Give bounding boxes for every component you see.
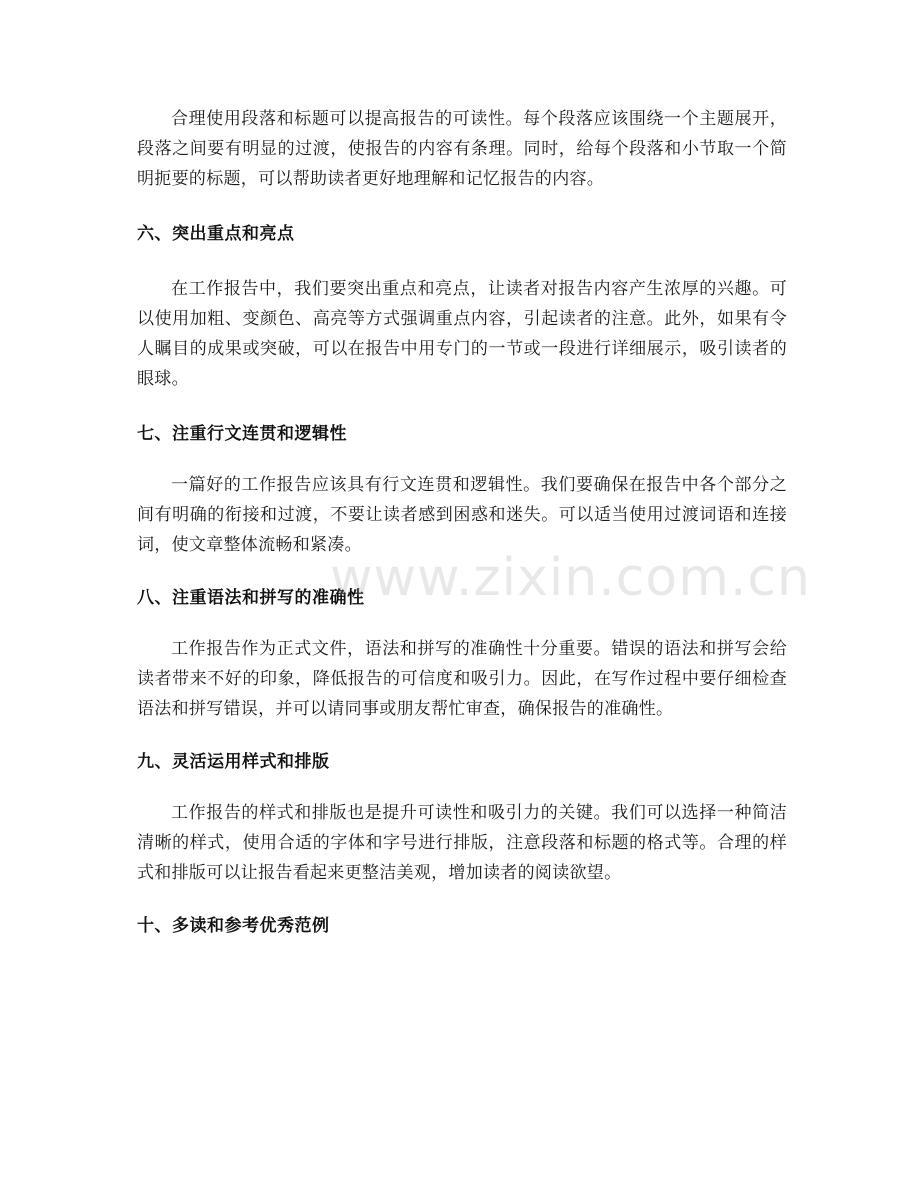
paragraph-grammar: 工作报告作为正式文件，语法和拼写的准确性十分重要。错误的语法和拼写会给读者带来不好的印象，降低报告的可信度和吸引力。因此，在写作过程中要仔细检查语法和拼写错误，并可以请同事或朋友帮忙审查，确保报告的准确性。 xyxy=(137,639,787,719)
paragraph-highlights: 在工作报告中，我们要突出重点和亮点，让读者对报告内容产生浓厚的兴趣。可以使用加粗、变颜色、高亮等方式强调重点内容，引起读者的注意。此外，如果有令人瞩目的成果或突破，可以在报告中用专门的一节或一段进行详细展示，吸引读者的眼球。 xyxy=(137,279,787,389)
heading-section-8: 八、注重语法和拼写的准确性 xyxy=(137,588,365,608)
heading-section-10: 十、多读和参考优秀范例 xyxy=(137,916,330,936)
paragraph-coherence: 一篇好的工作报告应该具有行文连贯和逻辑性。我们要确保在报告中各个部分之间有明确的衔接和过渡，不要让读者感到困惑和迷失。可以适当使用过渡词语和连接词，使文章整体流畅和紧凑。 xyxy=(137,475,787,555)
heading-section-6: 六、突出重点和亮点 xyxy=(137,224,295,244)
document-body xyxy=(137,104,787,938)
watermark-text: www.zixin.com.cn xyxy=(330,548,811,608)
heading-section-7: 七、注重行文连贯和逻辑性 xyxy=(137,424,347,444)
paragraph-layout: 工作报告的样式和排版也是提升可读性和吸引力的关键。我们可以选择一种简洁清晰的样式，使用合适的字体和字号进行排版，注意段落和标题的格式等。合理的样式和排版可以让报告看起来更整洁美观，增加读者的阅读欲望。 xyxy=(137,803,787,883)
paragraph-readability: 合理使用段落和标题可以提高报告的可读性。每个段落应该围绕一个主题展开，段落之间要有明显的过渡，使报告的内容有条理。同时，给每个段落和小节取一个简明扼要的标题，可以帮助读者更好地理解和记忆报告的内容。 xyxy=(137,109,787,189)
heading-section-9: 九、灵活运用样式和排版 xyxy=(137,752,330,772)
